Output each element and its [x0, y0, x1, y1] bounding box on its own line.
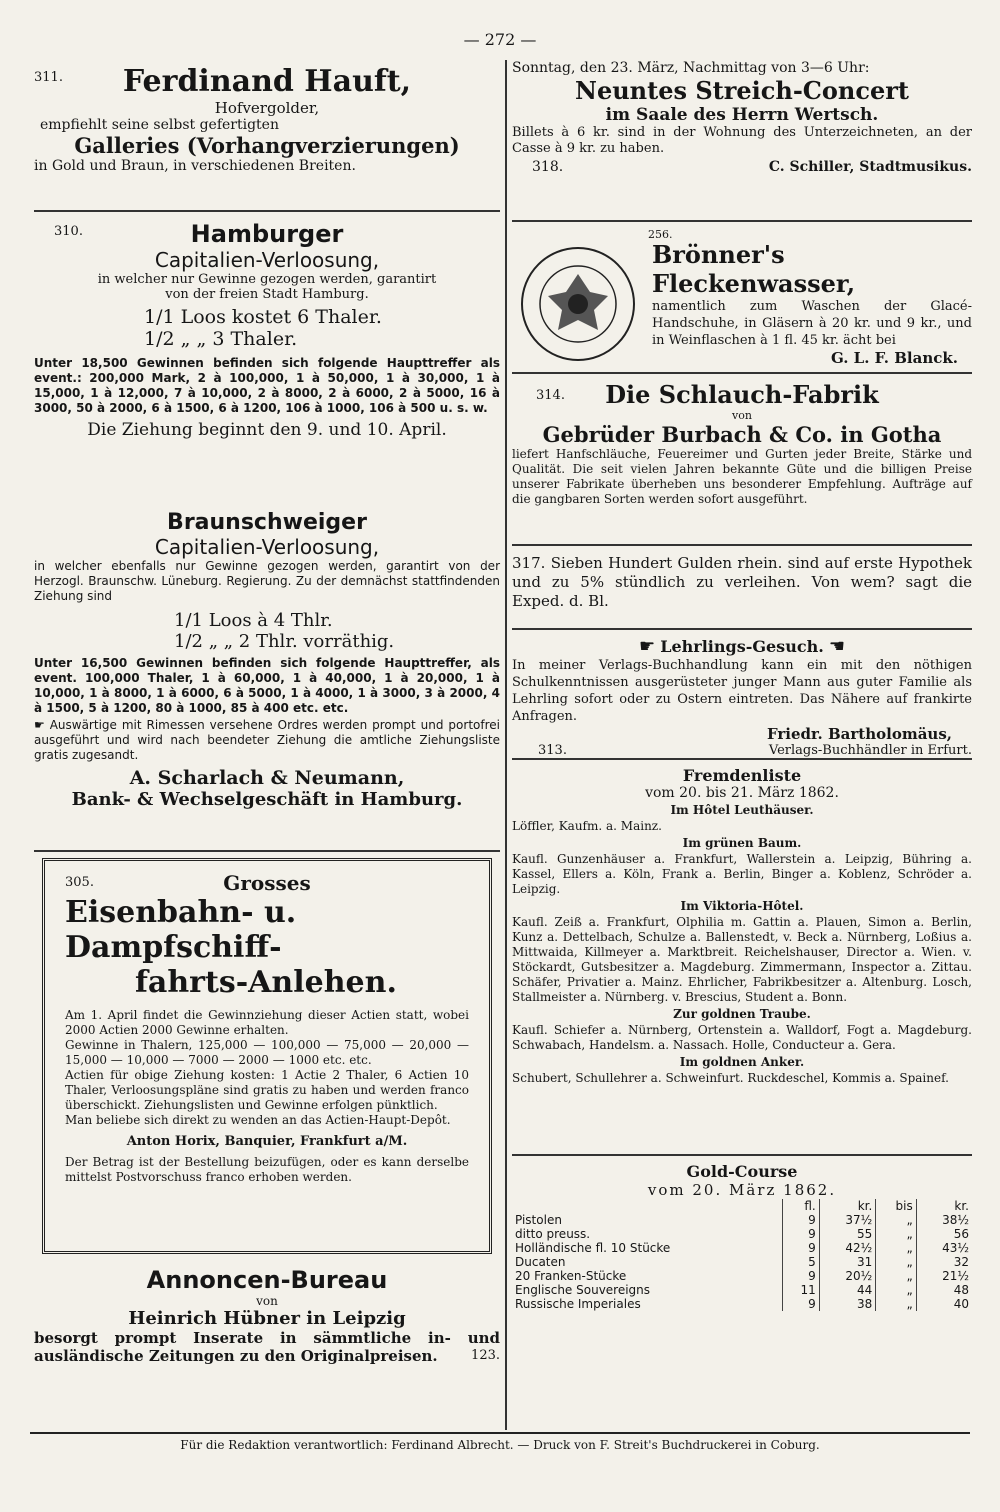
ad-number: 318. — [532, 159, 564, 175]
table-header-cell — [512, 1199, 782, 1213]
ad-title: fahrts-Anlehen. — [135, 965, 397, 1000]
table-cell: 56 — [916, 1227, 972, 1241]
table-cell: ditto preuss. — [515, 1227, 591, 1241]
left-column — [34, 60, 500, 1370]
guest-list: Kaufl. Gunzenhäuser a. Frankfurt, Wallerstein a. Leipzig, Bühring a. Kassel, Ellers a. Köln, Frank a. Berlin, Binger a. Koblenz, Schröder a. Leipzig. — [512, 852, 972, 896]
ad-text: Unter 18,500 Gewinnen befinden sich folgende Haupttreffer als event.: 200,000 Mark, 2 à 100,000, 1 à 50,000, 1 à 30,000, 1 à 15,000, 1 à 12,000, 7 à 10,000, 2 à 8000, 2 à 6000, 2 à 5000, 16 à 3000, 50 à 2000, 6 à 1500, 6 à 1200, 106 à 1000, 106 à 500 u. s. w. — [34, 356, 500, 415]
ad-name: Heinrich Hübner in Leipzig — [128, 1308, 406, 1329]
table-cell: 20½ — [819, 1269, 876, 1283]
table-header-cell: bis — [876, 1199, 916, 1213]
table-cell: „ — [876, 1283, 916, 1297]
ad-annoncen — [34, 1260, 500, 1370]
table-cell: 48 — [916, 1283, 972, 1297]
hotel-heading: Im grünen Baum. — [682, 836, 802, 850]
ad-text: von — [732, 409, 752, 422]
ad-braunschweig — [34, 510, 500, 850]
ad-text: in welcher nur Gewinne gezogen werden, garantirt — [97, 272, 437, 287]
table-cell: 43½ — [916, 1241, 972, 1255]
ad-title: Lehrlings-Gesuch. — [660, 637, 824, 656]
table-cell: 38 — [819, 1297, 876, 1311]
table-cell: 44 — [819, 1283, 876, 1297]
page-number: — 272 — — [463, 30, 537, 49]
ad-note: ☛ Auswärtige mit Rimessen versehene Ordres werden prompt und portofrei ausgeführt und wird nach beendeter Ziehung die amtliche Ziehungsliste gratis zugesandt. — [34, 718, 500, 762]
table-row — [512, 1269, 972, 1283]
ad-sign: Verlags-Buchhändler in Erfurt. — [768, 743, 972, 758]
ad-text: In meiner Verlags-Buchhandlung kann ein mit den nöthigen Schulkenntnissen ausgerüsteter junger Mann aus guter Familie als Lehrling sofort oder zu Ostern eintreten. Das Nähere auf frankirte Anfragen. — [512, 658, 972, 724]
ad-schlauch — [512, 374, 972, 544]
ad-lehrling — [512, 630, 972, 758]
ad-sign: Anton Horix, Banquier, Frankfurt a/M. — [126, 1134, 408, 1149]
ad-firm: Gebrüder Burbach & Co. in Gotha — [542, 422, 942, 447]
ad-text: in welcher ebenfalls nur Gewinne gezogen werden, garantirt von der Herzogl. Braunschw. Lüneburg. Regierung. Zu der demnächst stattfindenden Ziehung sind — [34, 559, 500, 603]
ad-subtitle: Capitalien-Verloosung, — [154, 248, 380, 272]
table-cell: „ — [876, 1269, 916, 1283]
ad-title: Neuntes Streich-Concert — [575, 76, 909, 105]
loos-line: 1/2 „ „ 3 Thaler. — [144, 328, 298, 350]
ad-title: Ferdinand Hauft, — [122, 64, 412, 99]
hotel-heading: Zur goldnen Traube. — [673, 1007, 811, 1021]
table-cell: 40 — [916, 1297, 972, 1311]
ad-text: namentlich zum Waschen der Glacé-Handschuhe, in Gläsern à 20 kr. und 9 kr., und in Weinflaschen à 1 fl. 45 kr. ächt bei — [652, 299, 972, 348]
table-cell: 5 — [782, 1255, 819, 1269]
ad-text: Gewinne in Thalern, 125,000 — 100,000 — 75,000 — 20,000 — 15,000 — 10,000 — 7000 — 2000 — 1000 etc. etc. — [65, 1038, 469, 1067]
loos-line: 1/2 „ „ 2 Thlr. vorräthig. — [174, 631, 395, 652]
ad-hamburg — [34, 212, 500, 510]
table-cell: Englische Souvereigns — [515, 1283, 651, 1297]
table-cell: 9 — [782, 1227, 819, 1241]
ad-number: 310. — [54, 224, 83, 239]
ad-sign: G. L. F. Blanck. — [830, 349, 958, 367]
fremden-sections — [512, 803, 972, 1086]
table-cell: „ — [876, 1227, 916, 1241]
fremdenliste — [512, 760, 972, 1154]
ad-text: Actien für obige Ziehung kosten: 1 Actie 2 Thaler, 6 Actien 10 Thaler, Verloosungspläne sind gratis zu haben und werden franco überschickt. Ziehungslisten und Gewinne erfolgen pünktlich. — [65, 1068, 469, 1112]
table-cell: 38½ — [916, 1213, 972, 1227]
guest-list: Kaufl. Zeiß a. Frankfurt, Olphilia m. Gattin a. Plauen, Simon a. Berlin, Kunz a. Dettelbach, Schulze a. Ballenstedt, v. Beck a. Nürnberg, Loßius a. Mittwaida, Killmeyer a. Marktbreit. Reichelshauser, Director a. Wien. v. Stöckardt, Gutsbesitzer a. Magdeburg. Zimmermann, Inspector a. Zittau. Schäfer, Privatier a. Mainz. Ehrlicher, Fabrikbesitzer a. Altenburg. Losch, Stallmeister a. Nürnberg. v. Brescius, Student a. Bonn. — [512, 915, 972, 1004]
hotel-heading: Im goldnen Anker. — [679, 1055, 805, 1069]
gold-course — [512, 1156, 972, 1336]
ad-text: Die Ziehung beginnt den 9. und 10. April. — [87, 420, 447, 440]
guest-list: Löffler, Kaufm. a. Mainz. — [512, 819, 662, 833]
table-header-cell: kr. — [916, 1199, 972, 1213]
table-cell: 32 — [916, 1255, 972, 1269]
ad-number: 123. — [471, 1348, 500, 1363]
table-cell: Russische Imperiales — [515, 1297, 641, 1311]
ad-concert — [512, 60, 972, 220]
table-cell: Ducaten — [515, 1255, 566, 1269]
table-cell: Holländische fl. 10 Stücke — [515, 1241, 671, 1255]
ad-sign: Friedr. Bartholomäus, — [767, 725, 952, 743]
table-row — [512, 1297, 972, 1311]
table-row — [512, 1227, 972, 1241]
guest-list: Schubert, Schullehrer a. Schweinfurt. Ruckdeschel, Kommis a. Spainef. — [512, 1071, 949, 1085]
gold-table — [512, 1199, 972, 1311]
pointing-hand-icon: ☚ — [828, 636, 845, 657]
ad-number: 311. — [34, 70, 63, 85]
section-date: vom 20. bis 21. März 1862. — [645, 785, 839, 801]
ad-subtitle: Capitalien-Verloosung, — [154, 535, 380, 559]
ad-text: Man beliebe sich direkt zu wenden an das Actien-Haupt-Depôt. — [65, 1113, 451, 1127]
firm-name: A. Scharlach & Neumann, — [129, 767, 405, 789]
table-cell: 31 — [819, 1255, 876, 1269]
ad-gulden — [512, 546, 972, 628]
hotel-heading: Im Hôtel Leuthäuser. — [670, 803, 814, 817]
ad-title: Annoncen-Bureau — [146, 1266, 388, 1294]
ad-number: 314. — [536, 388, 565, 403]
table-cell: 9 — [782, 1241, 819, 1255]
guest-list: Kaufl. Schiefer a. Nürnberg, Ortenstein a. Walldorf, Fogt a. Magdeburg. Schwabach, Handelsm. a. Nassach. Holle, Conducteur a. Gera. — [512, 1023, 972, 1052]
ad-text: 317. Sieben Hundert Gulden rhein. sind auf erste Hypothek und zu 5% stündlich zu verleihen. Von wem? sagt die Exped. d. Bl. — [512, 554, 972, 610]
ad-heading — [512, 630, 972, 657]
table-cell: „ — [876, 1241, 916, 1255]
table-cell: 9 — [782, 1297, 819, 1311]
section-date: vom 20. März 1862. — [647, 1181, 837, 1199]
ad-text: Unter 16,500 Gewinnen befinden sich folgende Haupttreffer, als event. 100,000 Thaler, 1 à 60,000, 1 à 40,000, 1 à 20,000, 1 à 10,000, 1 à 8000, 1 à 6000, 6 à 5000, 1 à 4000, 1 à 3000, 3 à 2000, 4 à 1500, 5 à 1200, 80 à 1000, 85 à 400 etc. etc. — [34, 656, 500, 715]
broenner-stamp — [518, 244, 638, 364]
ad-text: Billets à 6 kr. sind in der Wohnung des Unterzeichneten, an der Casse à 9 kr. zu haben. — [512, 125, 972, 156]
table-cell: 42½ — [819, 1241, 876, 1255]
table-header-cell: fl. — [782, 1199, 819, 1213]
table-cell: 20 Franken-Stücke — [515, 1269, 627, 1283]
ad-title: Die Schlauch-Fabrik — [605, 380, 879, 409]
column-divider — [505, 60, 507, 1430]
ad-text: in Gold und Braun, in verschiedenen Breiten. — [34, 158, 356, 174]
section-title: Gold-Course — [686, 1162, 798, 1181]
ad-subtitle: im Saale des Herrn Wertsch. — [605, 105, 879, 125]
table-cell: 55 — [819, 1227, 876, 1241]
table-header-cell: kr. — [819, 1199, 876, 1213]
ad-text-body: besorgt prompt Inserate in sämmtliche in- und ausländische Zeitungen zu den Originalpreisen. — [34, 1329, 500, 1365]
hotel-heading: Im Viktoria-Hôtel. — [680, 899, 804, 913]
ad-number: 256. — [648, 228, 673, 241]
right-column — [512, 60, 972, 1336]
table-cell: „ — [876, 1255, 916, 1269]
section-title: Fremdenliste — [682, 766, 802, 785]
ad-text — [34, 1329, 500, 1365]
page-footer: Für die Redaktion verantwortlich: Ferdinand Albrecht. — Druck von F. Streit's Buchdruckerei in Coburg. — [30, 1432, 970, 1452]
ad-product: Galleries (Vorhangverzierungen) — [74, 133, 460, 158]
ad-title: Grosses — [223, 871, 311, 895]
ad-broenner — [512, 222, 972, 372]
divider — [34, 850, 500, 852]
ad-title: Braunschweiger — [167, 510, 367, 535]
ad-text: Sonntag, den 23. März, Nachmittag von 3—6 Uhr: — [512, 60, 870, 76]
pointing-hand-icon: ☛ — [638, 636, 656, 657]
table-header-row — [512, 1199, 972, 1213]
ad-subtitle: Hofvergolder, — [214, 99, 320, 117]
table-cell: 21½ — [916, 1269, 972, 1283]
ad-hauft — [34, 60, 500, 210]
ad-title: Eisenbahn- u. Dampfschiff- — [65, 895, 297, 965]
loos-line: 1/1 Loos kostet 6 Thaler. — [144, 306, 382, 328]
table-cell: Pistolen — [515, 1213, 562, 1227]
table-row — [512, 1283, 972, 1297]
table-cell: 9 — [782, 1269, 819, 1283]
ad-eisenbahn — [42, 858, 492, 1254]
loos-line: 1/1 Loos à 4 Thlr. — [174, 610, 333, 631]
ad-footer — [512, 159, 972, 175]
ad-title: Brönner's Fleckenwasser, — [652, 240, 856, 298]
table-row — [512, 1213, 972, 1227]
ad-number: 305. — [65, 875, 94, 890]
table-cell: 37½ — [819, 1213, 876, 1227]
firm-name: Bank- & Wechselgeschäft in Hamburg. — [71, 789, 463, 810]
table-cell: 11 — [782, 1283, 819, 1297]
ad-text: Der Betrag ist der Bestellung beizufügen, oder es kann derselbe mittelst Postvorschuss franco erhoben werden. — [65, 1155, 469, 1184]
table-row — [512, 1255, 972, 1269]
ad-text: von — [256, 1294, 278, 1308]
ad-text: von der freien Stadt Hamburg. — [165, 287, 369, 302]
table-row — [512, 1241, 972, 1255]
ad-text: empfiehlt seine selbst gefertigten — [40, 117, 279, 133]
seal-icon — [518, 244, 638, 364]
ad-sign: C. Schiller, Stadtmusikus. — [768, 159, 972, 175]
ad-text: liefert Hanfschläuche, Feuereimer und Gurten jeder Breite, Stärke und Qualität. Die seit vielen Jahren bekannte Güte und die billigen Preise unserer Fabrikate überheben uns besonderer Empfehlung. Aufträge auf die gangbaren Sorten werden sofort ausgeführt. — [512, 447, 972, 506]
ad-text: Am 1. April findet die Gewinnziehung dieser Actien statt, wobei 2000 Actien 2000 Gewinne erhalten. — [65, 1008, 469, 1037]
table-cell: „ — [876, 1213, 916, 1227]
table-cell: „ — [876, 1297, 916, 1311]
ad-footer — [512, 743, 972, 758]
ad-title: Hamburger — [190, 220, 344, 248]
ad-number: 313. — [538, 743, 567, 758]
table-cell: 9 — [782, 1213, 819, 1227]
